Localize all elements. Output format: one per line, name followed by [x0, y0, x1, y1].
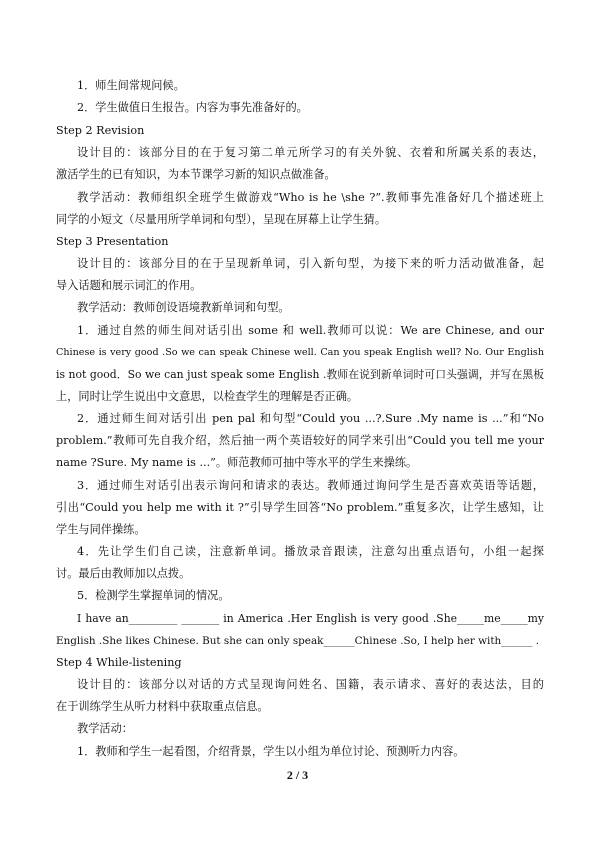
step4-heading: Step 4 While-listening	[56, 656, 182, 669]
step3-heading: Step 3 Presentation	[56, 235, 169, 248]
paragraph-line: 设计目的：该部分目的在于复习第二单元所学习的有关外貌、衣着和所属关系的表达，	[77, 146, 544, 159]
paragraph-line: 在于训练学生从听力材料中获取重点信息。	[56, 700, 269, 713]
paragraph-line: name ?Sure. My name is ...”。师范教师可抽中等水平的学生来操练。	[56, 456, 418, 469]
paragraph-line: problem.”教师可先自我介绍，然后抽一两个英语较好的同学来引出“Could you tell me your	[56, 434, 544, 447]
paragraph-line: 激活学生的已有知识，为本节课学习新的知识点做准备。	[56, 168, 336, 181]
paragraph-line: 3．通过师生对话引出表示询问和请求的表达。教师通过询问学生是否喜欢英语等话题，	[77, 479, 544, 492]
paragraph-line: Chinese is very good .So we can speak Chinese well. Can you speak English well? No. Our English	[56, 347, 544, 358]
step2-heading: Step 2 Revision	[56, 124, 145, 137]
fill-in-blank-exercise: I have an_________ _______ in America .Her English is very good .She_____me_____my	[77, 612, 544, 625]
paragraph-line: 设计目的：该部分目的在于呈现新单词，引入新句型，为接下来的听力活动做准备，起	[77, 257, 544, 270]
paragraph-line: 导入话题和展示词汇的作用。	[56, 279, 202, 292]
paragraph-line: 上，同时让学生说出中文意思，以检查学生的理解是否正确。	[56, 390, 359, 403]
paragraph-line: 教学活动：教师创设语境教新单词和句型。	[77, 301, 290, 314]
greeting-item: 1．师生间常规问候。	[77, 79, 185, 92]
paragraph-line: 4．先让学生们自己读，注意新单词。播放录音跟读，注意勾出重点语句，小组一起探	[77, 545, 544, 558]
paragraph-line: 教学活动：教师组织全班学生做游戏“Who is he \she ?”.教师事先准备好几个描述班上	[77, 191, 544, 204]
paragraph-line: 5．检测学生掌握单词的情况。	[77, 589, 230, 602]
duty-report-item: 2．学生做值日生报告。内容为事先准备好的。	[77, 101, 308, 114]
paragraph-line: 1．通过自然的师生间对话引出 some 和 well.教师可以说：We are Chinese, and our	[77, 324, 544, 337]
page-number: 2 / 3	[286, 768, 309, 782]
paragraph-line: 同学的小短文（尽量用所学单词和句型），呈现在屏幕上让学生猜。	[56, 213, 387, 226]
paragraph-line: 引出“Could you help me with it ?”引导学生回答“No problem.”重复多次，让学生感知，让	[56, 501, 544, 514]
fill-in-blank-exercise: English .She likes Chinese. But she can only speak______Chinese .So, I help her with______ .	[56, 635, 539, 647]
paragraph-line: 2．通过师生间对话引出 pen pal 和句型“Could you ...?.Sure .My name is ...”和“No	[77, 412, 544, 425]
paragraph-line: 学生与同伴操练。	[56, 523, 146, 536]
paragraph-line: is not good．So we can just speak some English .教师在说到新单词时可口头强调，并写在黑板	[56, 368, 544, 381]
paragraph-line: 教学活动：	[77, 722, 133, 735]
paragraph-line: 设计目的：该部分以对话的方式呈现询问姓名、国籍，表示请求、喜好的表达法，目的	[77, 678, 544, 691]
paragraph-line: 讨。最后由教师加以点拨。	[56, 567, 191, 580]
paragraph-line: 1．教师和学生一起看图，介绍背景，学生以小组为单位讨论、预测听力内容。	[77, 745, 465, 758]
